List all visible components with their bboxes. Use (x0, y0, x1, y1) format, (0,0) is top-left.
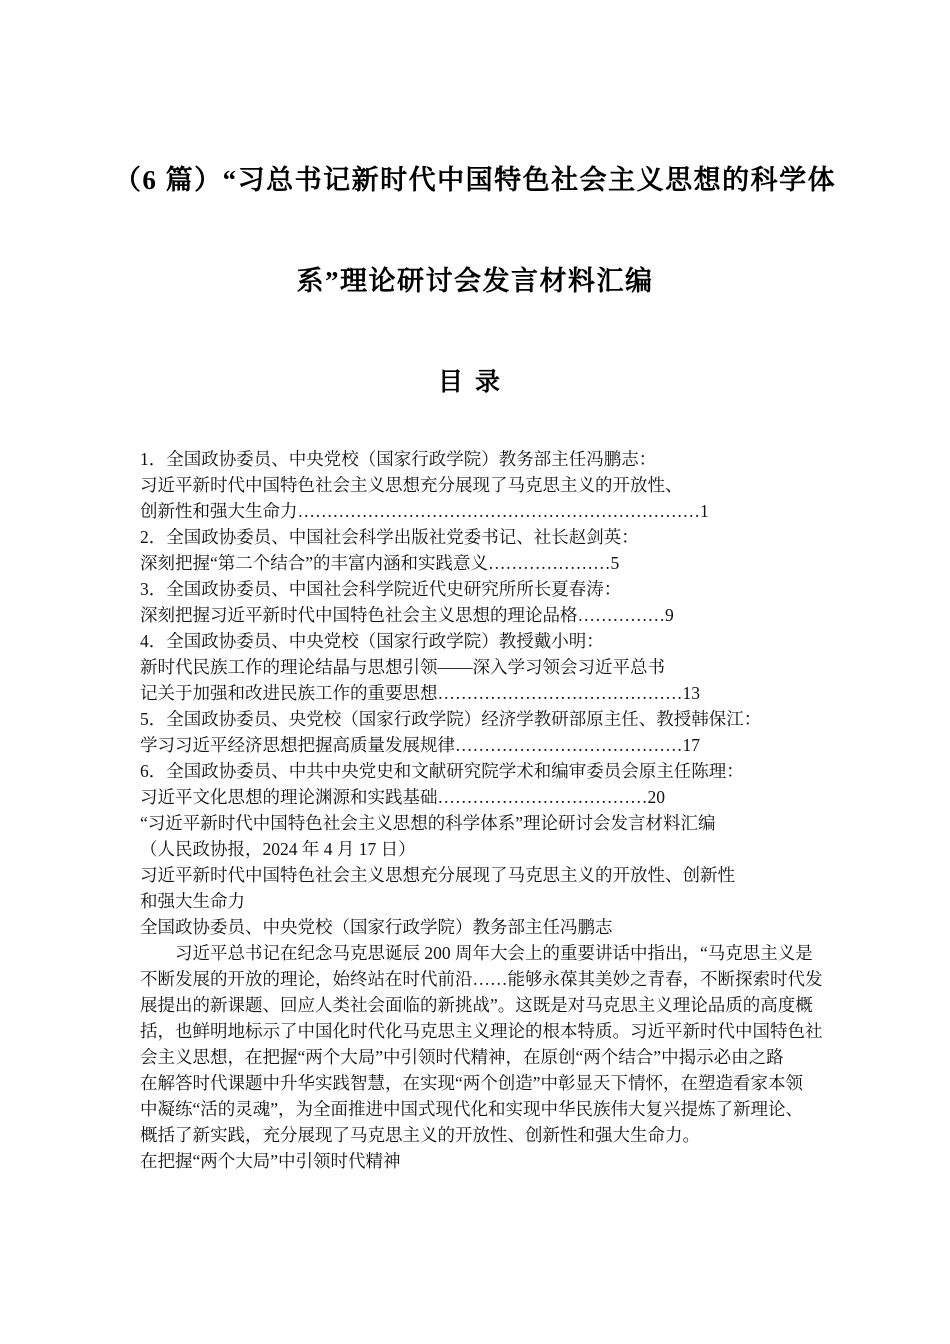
document-body (140, 446, 855, 1174)
toc-entry-4-page: 记关于加强和改进民族工作的重要思想……………………………………13 (140, 683, 700, 703)
toc-entry-1-author: 1．全国政协委员、中央党校（国家行政学院）教务部主任冯鹏志： (140, 449, 657, 469)
compilation-title-line: “习近平新时代中国特色社会主义思想的科学体系”理论研讨会发言材料汇编 (140, 813, 716, 833)
toc-entry-1-page: 创新性和强大生命力……………………………………………………………1 (140, 501, 709, 521)
toc-entry-5-page: 学习习近平经济思想把握高质量发展规律…………………………………17 (140, 735, 700, 755)
source-date-line: （人民政协报，2024 年 4 月 17 日） (140, 839, 416, 859)
document-title-line1: （6 篇）“习总书记新时代中国特色社会主义思想的科学体 (113, 165, 837, 195)
toc-entry-6-author: 6．全国政协委员、中共中央党史和文献研究院学术和编审委员会原主任陈理： (140, 761, 744, 781)
paragraph-line-8: 概括了新实践，充分展现了马克思主义的开放性、创新性和强大生命力。 (140, 1125, 700, 1145)
toc-entry-4-title: 新时代民族工作的理论结晶与思想引领——深入学习领会习近平总书 (140, 657, 665, 677)
article-author-line: 全国政协委员、中央党校（国家行政学院）教务部主任冯鹏志 (140, 917, 613, 937)
toc-entry-4-author: 4．全国政协委员、中央党校（国家行政学院）教授戴小明： (140, 631, 604, 651)
paragraph-line-1: 习近平总书记在纪念马克思诞辰 200 周年大会上的重要讲话中指出，“马克思主义是 (140, 943, 813, 963)
paragraph-line-5: 会主义思想，在把握“两个大局”中引领时代精神，在原创“两个结合”中揭示必由之路 (140, 1047, 784, 1067)
paragraph-line-7: 中凝练“活的灵魂”，为全面推进中国式现代化和实现中华民族伟大复兴提炼了新理论、 (140, 1099, 804, 1119)
paragraph-line-3: 展提出的新课题、回应人类社会面临的新挑战”。这既是对马克思主义理论品质的高度概 (140, 995, 813, 1015)
toc-entry-3-page: 深刻把握习近平新时代中国特色社会主义思想的理论品格……………9 (140, 605, 674, 625)
toc-entry-2-author: 2．全国政协委员、中国社会科学出版社党委书记、社长赵剑英： (140, 527, 639, 547)
paragraph-line-6: 在解答时代课题中升华实践智慧，在实现“两个创造”中彰显天下情怀，在塑造看家本领 (140, 1073, 804, 1093)
article-title-line1: 习近平新时代中国特色社会主义思想充分展现了马克思主义的开放性、创新性 (140, 865, 735, 885)
section-subheading-line: 在把握“两个大局”中引领时代精神 (140, 1151, 401, 1171)
article-title-line2: 和强大生命力 (140, 891, 245, 911)
toc-entry-1-title: 习近平新时代中国特色社会主义思想充分展现了马克思主义的开放性、 (140, 475, 683, 495)
document-title-line2: 系”理论研讨会发言材料汇编 (296, 266, 654, 296)
toc-entry-2-page: 深刻把握“第二个结合”的丰富内涵和实践意义…………………5 (140, 553, 620, 573)
paragraph-line-4: 括，也鲜明地标示了中国化时代化马克思主义理论的根本特质。习近平新时代中国特色社 (140, 1021, 823, 1041)
toc-heading: 目录 (437, 369, 512, 396)
toc-entry-6-page: 习近平文化思想的理论渊源和实践基础………………………………20 (140, 787, 665, 807)
toc-entry-3-author: 3．全国政协委员、中国社会科学院近代史研究所所长夏春涛： (140, 579, 622, 599)
paragraph-line-2: 不断发展的开放的理论，始终站在时代前沿……能够永葆其美妙之青春，不断探索时代发 (140, 969, 823, 989)
toc-entry-5-author: 5．全国政协委员、央党校（国家行政学院）经济学教研部原主任、教授韩保江： (140, 709, 762, 729)
